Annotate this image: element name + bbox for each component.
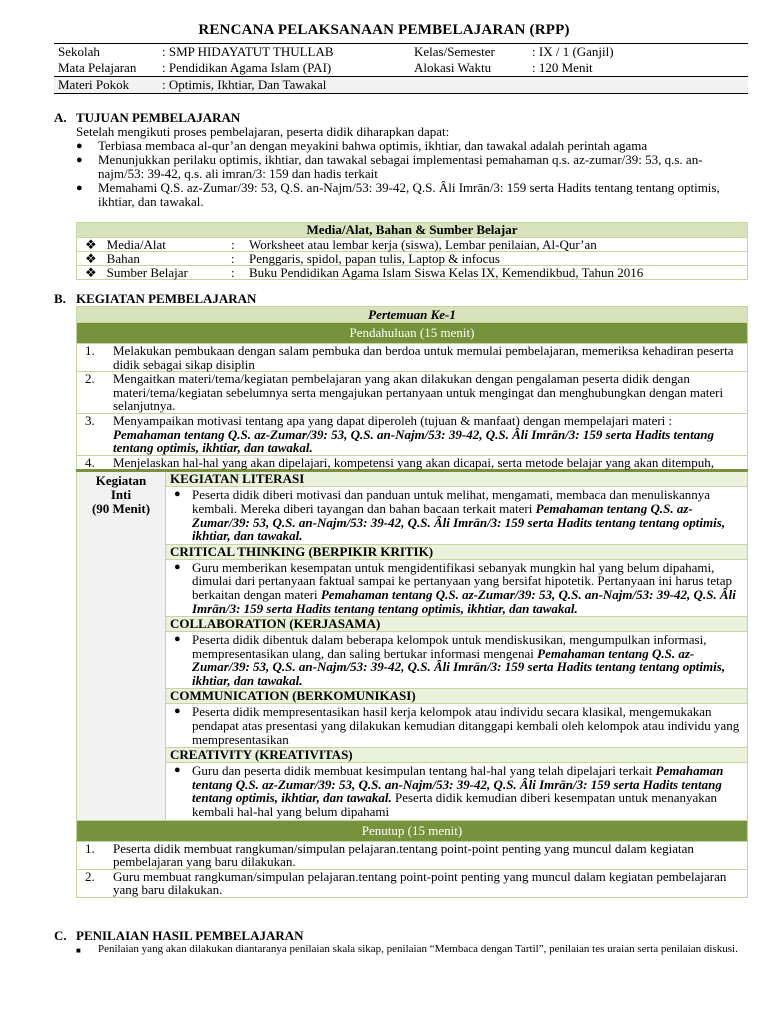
alokasi-value: : 120 Menit (528, 60, 748, 77)
item-number: 4. (85, 454, 95, 470)
identity-row (54, 60, 748, 77)
bullet-icon: ● (174, 488, 181, 501)
inti-subheading: COLLABORATION (KERJASAMA) (166, 617, 748, 632)
item-text: Guru membuat rangkuman/simpulan pelajaran.tentang point-point penting yang muncul dalam kegiatan pembelajaran yang baru dilakukan. (113, 868, 727, 898)
materi-label: Materi Pokok (54, 77, 158, 94)
square-bullet-icon: ■ (76, 946, 81, 955)
inti-item: ● Peserta didik mempresentasikan hasil kerja kelompok atau individu secara klasikal, mengemukakan pendapat atas presentasi yang dilakukan kemudian ditanggapi kembali oleh kelompok atau individu yang mempresentasikan (166, 704, 748, 748)
inti-item: ● Guru memberikan kesempatan untuk mengidentifikasi sebanyak mungkin hal yang belum dipahami, dimulai dari pertanyaan faktual sampai ke pertanyaan yang bersifat hipotetik. Pertanyaan ini harus tetap berkaitan dengan materi Pemahaman tentang Q.S. az-Zumar/39: 53, Q.S. an-Najm/53: 39-42, Q.S. Ȃli Imrān/3: 159 serta Hadits tentang tentang optimis, ikhtiar, dan tawakal. (166, 559, 748, 616)
media-row (77, 238, 748, 252)
item-text: Mengaitkan materi/tema/kegiatan pembelajaran yang akan dilakukan dengan pengalaman peserta didik dengan materi/tema/kegiatan sebelumnya serta mengajukan pertanyaan untuk mengingat dan menghubungkan dengan materi selanjutnya. (113, 371, 724, 414)
objective-item: ● Menunjukkan perilaku optimis, ikhtiar, dan tawakal sebagai implementasi pemahaman q.s. az-zumar/39: 53, q.s. an-najm/53: 39-42, q.s. ali imran/3: 159 dan hadis terkait (76, 152, 703, 181)
assessment-item: ■ Penilaian yang akan dilakukan diantaranya penilaian skala sikap, penilaian “Membaca dengan Tartil”, penilaian tes uraian serta penilaian diskusi. (76, 943, 738, 955)
diamond-bullet-icon: ❖ (85, 265, 97, 280)
item-text-emphasis: Pemahaman tentang Q.S. az-Zumar/39: 53, Q.S. an-Najm/53: 39-42, Q.S. Ȃli Imrān/3: 159 serta Hadits tentang tentang optimis, ikhtiar, dan tawakal. (113, 426, 714, 456)
section-c-heading: C. PENILAIAN HASIL PEMBELAJARAN (54, 928, 304, 943)
media-label: Bahan (106, 251, 140, 266)
pertemuan-header: Pertemuan Ke-1 (77, 307, 748, 323)
item-number: 1. (85, 343, 95, 358)
pendahuluan-item (77, 372, 748, 414)
objective-item: ● Terbiasa membaca al-qur’an dengan meyakini bahwa optimis, ikhtiar, dan tawakal adalah perintah agama (76, 138, 648, 153)
media-header: Media/Alat, Bahan & Sumber Belajar (77, 223, 748, 238)
media-value: Worksheet atau lembar kerja (siswa), Lembar penilaian, Al-Qur’an (243, 238, 748, 252)
inti-item: ● Peserta didik dibentuk dalam beberapa kelompok untuk mendiskusikan, mengumpulkan informasi, mempresentasikan ulang, dan saling bertukar informasi mengenai Pemahaman tentang Q.S. az-Zumar/39: 53, Q.S. an-Najm/53: 39-42, Q.S. Ȃli Imrān/3: 159 serta Hadits tentang tentang optimis, ikhtiar, dan tawakal. (166, 632, 748, 689)
inti-item: ● Peserta didik diberi motivasi dan panduan untuk melihat, mengamati, membaca dan menuliskannya kembali. Mereka diberi tayangan dan bahan bacaan terkait materi Pemahaman tentang Q.S. az-Zumar/39: 53, Q.S. an-Najm/53: 39-42, Q.S. Ȃli Imrān/3: 159 serta Hadits tentang tentang optimis, ikhtiar, dan tawakal. (166, 487, 748, 544)
identity-row (54, 44, 748, 61)
colon: : (229, 266, 243, 280)
sekolah-label: Sekolah (54, 44, 158, 61)
section-a-heading: A. TUJUAN PEMBELAJARAN (54, 110, 241, 125)
bullet-icon: ● (76, 154, 83, 166)
media-value: Buku Pendidikan Agama Islam Siswa Kelas IX, Kemendikbud, Tahun 2016 (243, 266, 748, 280)
bullet-icon: ● (174, 764, 181, 777)
bullet-icon: ● (76, 140, 83, 152)
mapel-value: : Pendidikan Agama Islam (PAI) (158, 60, 410, 77)
media-label: Sumber Belajar (106, 265, 188, 280)
inti-subheading: COMMUNICATION (BERKOMUNIKASI) (166, 689, 748, 704)
penutup-header: Penutup (15 menit) (77, 820, 748, 841)
pendahuluan-item (77, 344, 748, 372)
sekolah-value: : SMP HIDAYATUT THULLAB (158, 44, 410, 61)
item-number: 2. (85, 868, 95, 884)
bullet-icon: ● (174, 705, 181, 718)
diamond-bullet-icon: ❖ (85, 251, 97, 266)
kegiatan-table (76, 306, 748, 898)
colon: : (229, 238, 243, 252)
objective-item: ● Memahami Q.S. az-Zumar/39: 53, Q.S. an-Najm/53: 39-42, Q.S. Ȃli Imrān/3: 159 serta Hadits tentang tentang optimis, ikhtiar, dan tawakal. (76, 180, 720, 209)
media-table (76, 222, 748, 280)
item-text: Menyampaikan motivasi tentang apa yang dapat diperoleh (tujuan & manfaat) dengan mempelajari materi : (113, 412, 673, 428)
bullet-icon: ● (174, 560, 181, 573)
kegiatan-inti-label: Kegiatan Inti (90 Menit) (77, 471, 166, 820)
item-number: 3. (85, 412, 95, 428)
document-title: RENCANA PELAKSANAAN PEMBELAJARAN (RPP) (198, 22, 570, 38)
media-label: Media/Alat (106, 237, 166, 252)
section-a-intro: Setelah mengikuti proses pembelajaran, peserta didik diharapkan dapat: (76, 124, 450, 139)
inti-subheading: CRITICAL THINKING (BERPIKIR KRITIK) (166, 544, 748, 559)
item-number: 2. (85, 371, 95, 387)
identity-table (54, 43, 748, 94)
item-text: Menjelaskan hal-hal yang akan dipelajari, kompetensi yang akan dicapai, serta metode belajar yang akan ditempuh, (113, 454, 715, 470)
media-row (77, 266, 748, 280)
item-text: Peserta didik membuat rangkuman/simpulan pelajaran.tentang point-point penting yang muncul dalam kegiatan pembelajaran yang baru dilakukan. (113, 840, 694, 870)
pendahuluan-item (77, 455, 748, 471)
media-value: Penggaris, spidol, papan tulis, Laptop & infocus (243, 252, 748, 266)
mapel-label: Mata Pelajaran (54, 60, 158, 77)
alokasi-label: Alokasi Waktu (410, 60, 528, 77)
inti-subheading: KEGIATAN LITERASI (166, 471, 748, 487)
diamond-bullet-icon: ❖ (85, 237, 97, 252)
identity-row (54, 77, 748, 94)
inti-item: ● Guru dan peserta didik membuat kesimpulan tentang hal-hal yang telah dipelajari terkait Pemahaman tentang Q.S. az-Zumar/39: 53, Q.S. an-Najm/53: 39-42, Q.S. Ȃli Imrān/3: 159 serta Hadits tentang tentang optimis, ikhtiar, dan tawakal. Peserta didik kemudian diberi kesempatan untuk menanyakan kembali hal-hal yang belum dipahami (166, 763, 748, 820)
pendahuluan-header: Pendahuluan (15 menit) (77, 323, 748, 344)
pendahuluan-item (77, 413, 748, 455)
inti-subheading: CREATIVITY (KREATIVITAS) (166, 748, 748, 763)
penutup-item (77, 841, 748, 869)
media-row (77, 252, 748, 266)
bullet-icon: ● (174, 633, 181, 646)
materi-value: : Optimis, Ikhtiar, Dan Tawakal (158, 77, 748, 94)
bullet-icon: ● (76, 182, 83, 194)
item-text: Melakukan pembukaan dengan salam pembuka dan berdoa untuk memulai pembelajaran, memeriksa kehadiran peserta didik sebagai sikap disiplin (113, 343, 734, 372)
penutup-item (77, 869, 748, 897)
kelas-label: Kelas/Semester (410, 44, 528, 61)
colon: : (229, 252, 243, 266)
item-number: 1. (85, 840, 95, 856)
section-b-heading: B. KEGIATAN PEMBELAJARAN (54, 291, 257, 306)
kelas-value: : IX / 1 (Ganjil) (528, 44, 748, 61)
